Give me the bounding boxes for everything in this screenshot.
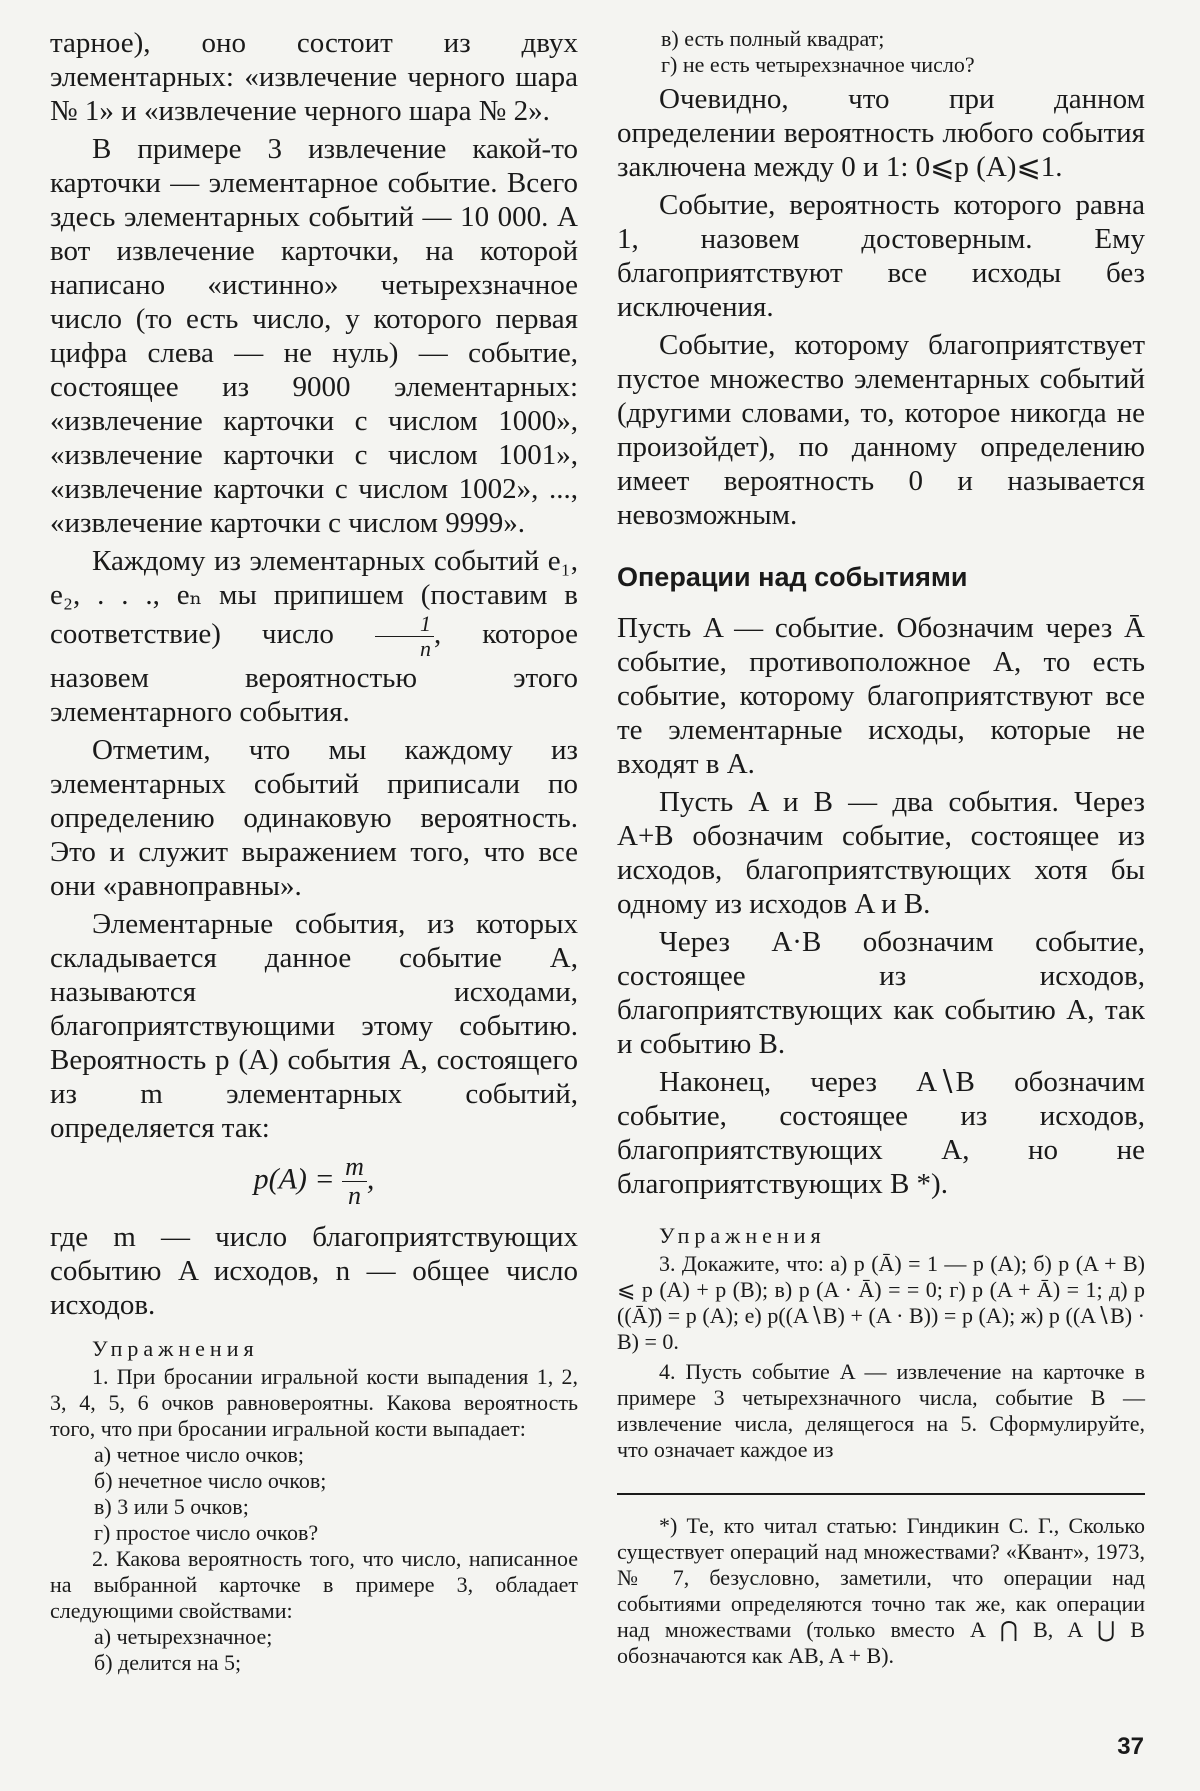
paragraph: Пусть A и B — два события. Через A+B обозначим событие, состоящее из исходов, благоприятствующих хотя бы одному из исходов A и B. [617, 786, 1145, 920]
list-item: а) четное число очков; [94, 1442, 304, 1467]
formula-lhs: p(A) = [253, 1162, 343, 1196]
list-item: б) делится на 5; [94, 1650, 242, 1675]
exercise-2-options [50, 1624, 578, 1676]
paragraph: Отметим, что мы каждому из элементарных событий приписали по определению одинаковую вероятность. Это и служит выражением того, что все они «равноправны». [50, 734, 578, 902]
text-span: Каждому из элементарных событий e₁, e₂, . . ., eₙ мы припишем (поставим в соответствие) число [50, 545, 578, 651]
exercise-3: 3. Докажите, что: а) p (Ā) = 1 — p (A); б) p (A + B) ⩽ p (A) + p (B); в) p (A · Ā) = = 0; г) p (A + Ā) = 1; д) p ((Ā)̄) = p (A); е) p((A∖B) + (A · B)) = p (A); ж) p ((A∖B) · B) = 0. [617, 1251, 1145, 1354]
fraction-numerator: 1 [375, 612, 434, 637]
fraction [342, 1153, 367, 1210]
paragraph: Событие, вероятность которого равна 1, назовем достоверным. Ему благоприятствуют все исходы без исключения. [617, 189, 1145, 323]
fraction-numerator: m [342, 1153, 367, 1182]
exercise-1-options [50, 1442, 578, 1546]
paragraph: Пусть A — событие. Обозначим через Ā событие, противоположное A, то есть событие, которому благоприятствуют все те элементарные исходы, которые не входят в A. [617, 612, 1145, 780]
exercise-4: 4. Пусть событие A — извлечение на карточке в примере 3 четырехзначного числа, событие B — извлечение числа, делящегося на 5. Сформулируйте, что означает каждое из [617, 1359, 1145, 1462]
list-item: г) простое число очков? [94, 1520, 319, 1545]
right-column [617, 26, 1145, 1669]
paragraph: тарное), оно состоит из двух элементарных: «извлечение черного шара № 1» и «извлечение черного шара № 2». [50, 27, 578, 127]
footnote-divider [617, 1493, 1145, 1495]
formula [50, 1153, 578, 1210]
page-number: 37 [1117, 1733, 1144, 1760]
list-item: г) не есть четырехзначное число? [661, 52, 975, 77]
text-span: , которое назовем вероятностью этого элементарного события. [50, 618, 578, 728]
exercises-heading: Упражнения [659, 1223, 826, 1248]
list-item: в) есть полный квадрат; [661, 26, 885, 51]
paragraph: Элементарные события, из которых складывается данное событие A, называются исходами, благоприятствующими этому событию. Вероятность p (A) события A, состоящего из m элементарных событий, определяется так: [50, 908, 578, 1144]
formula-tail: , [366, 1162, 375, 1196]
paragraph: В примере 3 извлечение какой-то карточки — элементарное событие. Всего здесь элементарных событий — 10 000. А вот извлечение карточки, на которой написано «истинно» четырехзначное число (то есть число, у которого первая цифра слева — не нуль) — событие, состоящее из 9000 элементарных: «извлечение карточки с числом 1000», «извлечение карточки с числом 1001», «извлечение карточки с числом 1002», ..., «извлечение карточки с числом 9999». [50, 133, 578, 539]
list-item: в) 3 или 5 очков; [94, 1494, 249, 1519]
paragraph [50, 544, 578, 729]
exercise-2: 2. Какова вероятность того, что число, написанное на выбранной карточке в примере 3, обладает следующими свойствами: [50, 1546, 578, 1623]
fraction-denominator: n [348, 1181, 362, 1210]
fraction-denominator: n [419, 636, 431, 661]
paragraph: Событие, которому благоприятствует пустое множество элементарных событий (другими словами, то, которое никогда не произойдет), по данному определению имеет вероятность 0 и называется невозможным. [617, 329, 1145, 531]
section-heading: Операции над событиями [617, 562, 968, 592]
fraction [375, 612, 434, 661]
list-item: б) нечетное число очков; [94, 1468, 327, 1493]
list-item: а) четырехзначное; [94, 1624, 273, 1649]
paragraph: где m — число благоприятствующих событию A исходов, n — общее число исходов. [50, 1221, 578, 1321]
exercises-heading: Упражнения [92, 1336, 259, 1361]
footnote: *) Те, кто читал статью: Гиндикин С. Г., Сколько существует операций над множествами? «Квант», 1973, № 7, безусловно, заметили, что операции над событиями определяются точно так же, как операции над множествами (только вместо A ⋂ B, A ⋃ B обозначаются как AB, A + B). [617, 1513, 1145, 1668]
paragraph: Очевидно, что при данном определении вероятность любого события заключена между 0 и 1: 0⩽p (A)⩽1. [617, 83, 1145, 183]
exercise-2-options-continued [617, 26, 1145, 78]
paragraph: Через A·B обозначим событие, состоящее из исходов, благоприятствующих как событию A, так и событию B. [617, 926, 1145, 1060]
exercise-1: 1. При бросании игральной кости выпадения 1, 2, 3, 4, 5, 6 очков равновероятны. Какова вероятность того, что при бросании игральной кости выпадает: [50, 1364, 578, 1441]
paragraph: Наконец, через A∖B обозначим событие, состоящее из исходов, благоприятствующих A, но не благоприятствующих B *). [617, 1066, 1145, 1200]
left-column [50, 26, 578, 1676]
